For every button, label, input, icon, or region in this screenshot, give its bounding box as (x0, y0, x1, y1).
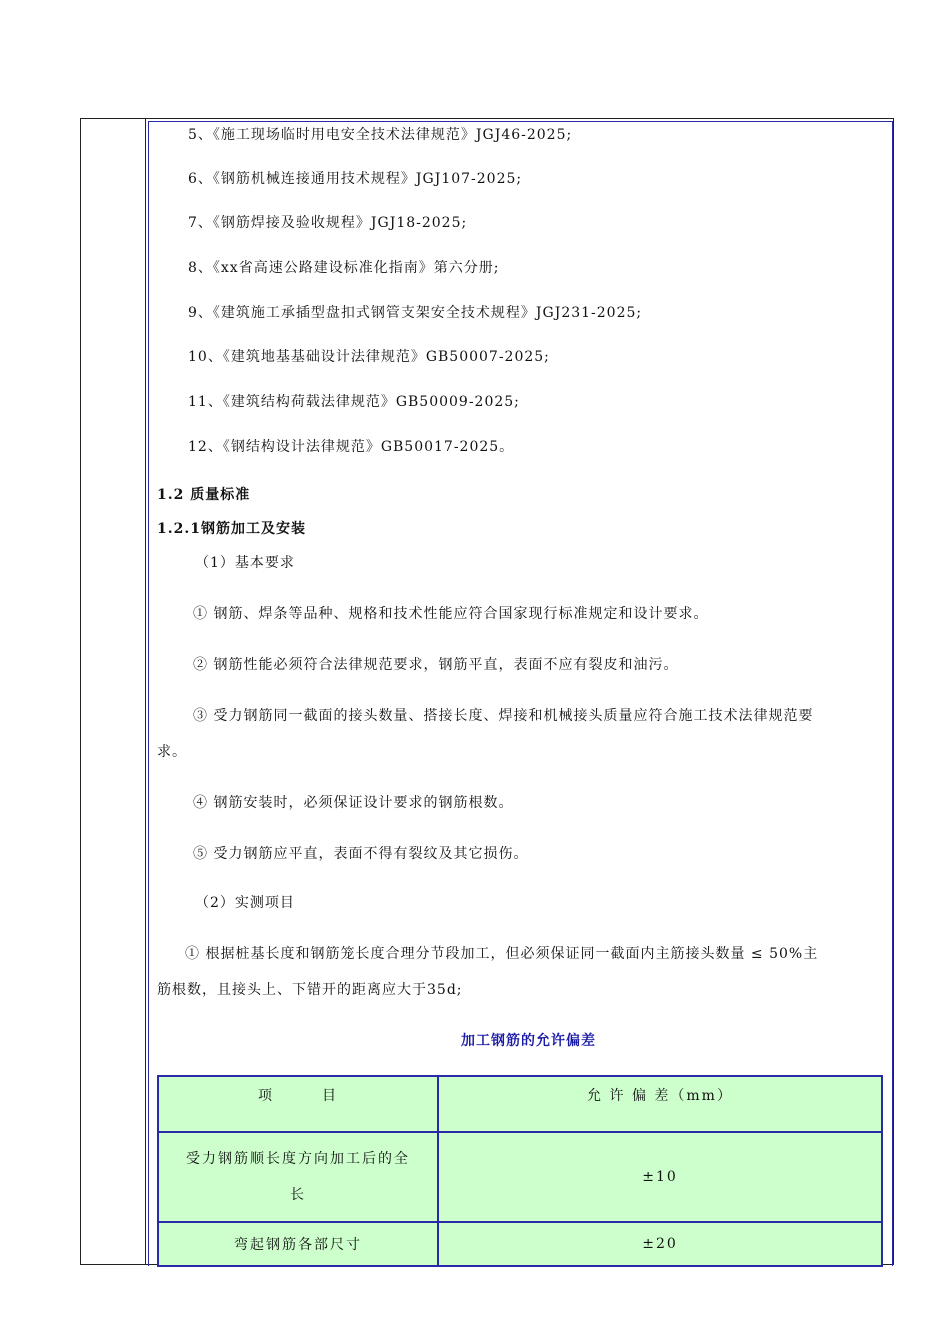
header-item-cell: 项 目 (158, 1076, 438, 1132)
table-row (158, 1132, 882, 1222)
reference-item: 5、《施工现场临时用电安全技术法律规范》JGJ46-2025; (188, 127, 573, 143)
requirement-item: ④ 钢筋安装时，必须保证设计要求的钢筋根数。 (193, 795, 514, 811)
basic-requirements-title: （1）基本要求 (195, 555, 295, 571)
tolerance-table (157, 1075, 883, 1267)
item-text-line2: 长 (290, 1187, 306, 1203)
requirement-item: ① 钢筋、焊条等品种、规格和技术性能应符合国家现行标准规定和设计要求。 (193, 606, 709, 622)
reference-item: 11、《建筑结构荷载法律规范》GB50009-2025; (188, 394, 520, 410)
requirement-item: ③ 受力钢筋同一截面的接头数量、搭接长度、焊接和机械接头质量应符合施工技术法律规范要 (193, 708, 814, 724)
requirement-item-continued: 求。 (157, 744, 187, 760)
item-cell (158, 1132, 438, 1222)
header-tolerance-cell: 允 许 偏 差（mm） (438, 1076, 882, 1132)
reference-item: 10、《建筑地基基础设计法律规范》GB50007-2025; (188, 349, 550, 365)
table-row (158, 1222, 882, 1266)
reference-item: 7、《钢筋焊接及验收规程》JGJ18-2025; (188, 215, 468, 231)
reference-item: 8、《xx省高速公路建设标准化指南》第六分册; (188, 260, 500, 276)
reference-item: 12、《钢结构设计法律规范》GB50017-2025。 (188, 439, 515, 455)
reference-item: 9、《建筑施工承插型盘扣式钢管支架安全技术规程》JGJ231-2025; (188, 305, 643, 321)
measured-item-continued: 筋根数，且接头上、下错开的距离应大于35d; (157, 982, 463, 998)
requirement-item: ② 钢筋性能必须符合法律规范要求，钢筋平直，表面不应有裂皮和油污。 (193, 657, 679, 673)
measured-items-title: （2）实测项目 (195, 895, 295, 911)
left-label-column (81, 119, 146, 1264)
section-heading: 1.2 质量标准 (157, 487, 251, 503)
requirement-item: ⑤ 受力钢筋应平直，表面不得有裂纹及其它损伤。 (193, 846, 529, 862)
tolerance-cell: ±10 (438, 1132, 882, 1222)
item-cell: 弯起钢筋各部尺寸 (158, 1222, 438, 1266)
item-text-line1: 受力钢筋顺长度方向加工后的全 (186, 1151, 410, 1167)
reference-item: 6、《钢筋机械连接通用技术规程》JGJ107-2025; (188, 171, 523, 187)
table-caption: 加工钢筋的允许偏差 (461, 1033, 596, 1049)
subsection-heading: 1.2.1钢筋加工及安装 (157, 521, 306, 537)
tolerance-cell: ±20 (438, 1222, 882, 1266)
table-header-row (158, 1076, 882, 1132)
measured-item: ① 根据桩基长度和钢筋笼长度合理分节段加工，但必须保证同一截面内主筋接头数量 ≤ 50%主 (185, 946, 819, 962)
